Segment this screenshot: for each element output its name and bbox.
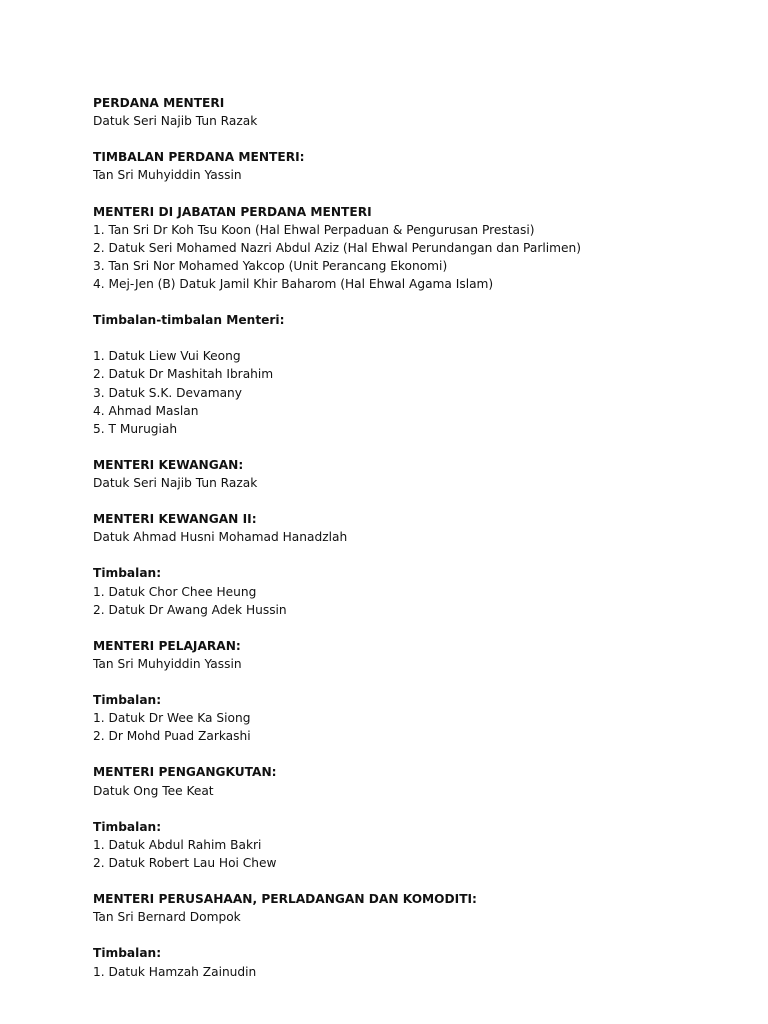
minister-name: 1. Datuk Abdul Rahim Bakri [93, 837, 262, 852]
section-heading: MENTERI DI JABATAN PERDANA MENTERI [93, 204, 372, 219]
minister-name: 2. Dr Mohd Puad Zarkashi [93, 729, 251, 744]
minister-name: 4. Mej-Jen (B) Datuk Jamil Khir Baharom (Hal Ehwal Agama Islam) [93, 276, 494, 291]
section-spacer [93, 619, 733, 637]
section-heading: Timbalan: [93, 566, 162, 581]
section-spacer [93, 438, 733, 456]
ministry-section [93, 94, 733, 130]
section-spacer [93, 673, 733, 691]
section-spacer [93, 800, 733, 818]
ministry-section [93, 637, 733, 673]
minister-name: 3. Datuk S.K. Devamany [93, 385, 242, 400]
minister-name: 5. T Murugiah [93, 421, 178, 436]
ministry-section [93, 763, 733, 799]
minister-name: 1. Datuk Liew Vui Keong [93, 349, 241, 364]
minister-name: Datuk Seri Najib Tun Razak [93, 114, 258, 129]
ministry-section [93, 818, 733, 872]
ministry-section [93, 944, 733, 980]
minister-name: Tan Sri Bernard Dompok [93, 910, 241, 925]
minister-name: Datuk Seri Najib Tun Razak [93, 475, 258, 490]
section-spacer [93, 492, 733, 510]
section-heading: MENTERI KEWANGAN: [93, 457, 244, 472]
minister-name: 4. Ahmad Maslan [93, 403, 199, 418]
section-heading: MENTERI PERUSAHAAN, PERLADANGAN DAN KOMODITI: [93, 892, 477, 907]
section-heading: Timbalan-timbalan Menteri: [93, 313, 285, 328]
section-spacer [93, 130, 733, 148]
section-heading: Timbalan: [93, 946, 162, 961]
section-heading: Timbalan: [93, 819, 162, 834]
minister-name: 3. Tan Sri Nor Mohamed Yakcop (Unit Perancang Ekonomi) [93, 258, 448, 273]
section-spacer [93, 184, 733, 202]
ministry-section [93, 148, 733, 184]
section-heading: MENTERI KEWANGAN II: [93, 512, 257, 527]
section-heading: MENTERI PELAJARAN: [93, 638, 241, 653]
minister-name: Tan Sri Muhyiddin Yassin [93, 168, 242, 183]
ministry-section [93, 203, 733, 293]
ministry-section [93, 311, 733, 438]
minister-name: 1. Datuk Dr Wee Ka Siong [93, 711, 251, 726]
minister-name: 2. Datuk Dr Mashitah Ibrahim [93, 367, 274, 382]
section-spacer [93, 926, 733, 944]
ministry-section [93, 890, 733, 926]
minister-name: 2. Datuk Robert Lau Hoi Chew [93, 855, 277, 870]
ministry-section [93, 691, 733, 745]
section-heading: Timbalan: [93, 693, 162, 708]
section-spacer [93, 872, 733, 890]
minister-name: 1. Tan Sri Dr Koh Tsu Koon (Hal Ehwal Perpaduan & Pengurusan Prestasi) [93, 222, 535, 237]
section-spacer [93, 293, 733, 311]
minister-name: Datuk Ahmad Husni Mohamad Hanadzlah [93, 530, 348, 545]
ministry-section [93, 564, 733, 618]
ministry-section [93, 456, 733, 492]
section-heading: MENTERI PENGANGKUTAN: [93, 765, 277, 780]
minister-name: Tan Sri Muhyiddin Yassin [93, 656, 242, 671]
section-heading: TIMBALAN PERDANA MENTERI: [93, 150, 305, 165]
minister-name: 1. Datuk Hamzah Zainudin [93, 964, 257, 979]
document-page [93, 94, 733, 981]
section-spacer [93, 546, 733, 564]
minister-name: 1. Datuk Chor Chee Heung [93, 584, 257, 599]
blank-line [93, 329, 733, 347]
minister-name: 2. Datuk Dr Awang Adek Hussin [93, 602, 287, 617]
section-spacer [93, 745, 733, 763]
minister-name: Datuk Ong Tee Keat [93, 783, 214, 798]
ministry-section [93, 510, 733, 546]
minister-name: 2. Datuk Seri Mohamed Nazri Abdul Aziz (Hal Ehwal Perundangan dan Parlimen) [93, 240, 581, 255]
section-heading: PERDANA MENTERI [93, 96, 225, 110]
